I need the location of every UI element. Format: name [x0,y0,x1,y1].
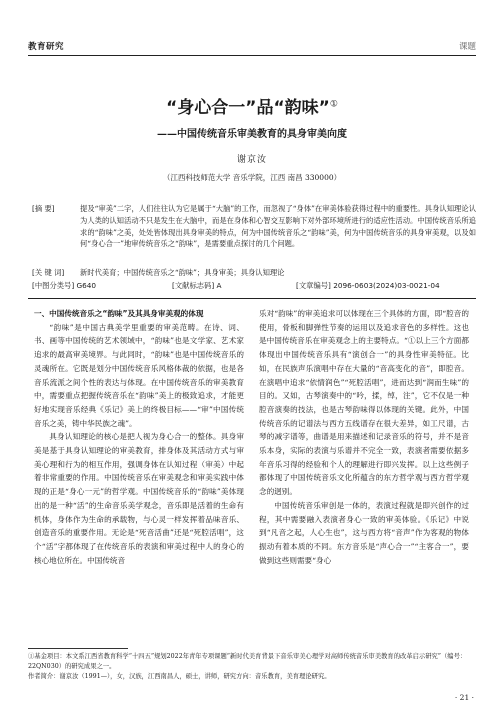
article-subtitle: ——中国传统音乐审美教育的具身审美向度 [157,129,347,140]
footnotes [28,652,476,681]
body-column-left [34,307,244,567]
paragraph: 中国传统音乐审创是一体的，表演过程就是即兴创作的过程，其中需要融入表演者身心一致的审美体验。《乐记》中说到“凡音之起，人心生也”，这与西方将“音声”作为客观的物体振动有着本质的不同。东方音乐是“声心合一”“主客合一”，要做到这些则需要“身心 [259,500,469,565]
keywords-label: [关 键 词] [32,268,65,277]
body-column-right [259,307,469,567]
clc-number: [中图分类号] G640 [32,281,97,290]
paragraph: 乐对“韵味”的审美追求可以体现在三个具体的方面，即“腔音的使用，骨板和脚弹性节奏的运用以及追求音色的多样性。这也是中国传统音乐在审美观念上的主要特点。“①以上三个方面都体现出中国传统音乐具有“演创合一”的具身性审美特征。比如，在民族声乐演唱中存在大量的“音高变化的音”，即腔音。在演唱中追求“依情润色”“死腔活唱”，进而达到“润而生味”的目的。又如，古琴演奏中的“吟，揉，绰，注”，它不仅是一种腔音演奏的技法，也是古琴韵味得以体现的关键。此外，中国传统音乐的记谱法与西方五线谱存在很大差异，如工尺谱，古琴的减字谱等，曲谱是用来描述和记录音乐的符号，并不是音乐本身，实际的表演与乐谱并不完全一致，表演者需要依据多年音乐习得的经验和个人的理解进行即兴发挥。以上这些例子都体现了中国传统音乐文化所蕴含的东方哲学观与西方哲学观念的迥别。 [259,309,469,497]
abstract-label: [摘 要] [32,204,55,213]
article-number: [文章编号] 2096-0603(2024)03-0021-04 [296,281,440,290]
footnote-rule [28,648,128,649]
title-footnote-marker: ① [329,99,338,110]
page-number: · 21 · [454,693,474,702]
funding-note: ①基金项目：本文系江西省教育科学“十四五”规划2022年青年专项课题“新时代美育背景下音乐审美心理学对高师传统音乐审美教育的改革启示研究”（编号：22QN030）的研究成果之一。 [28,653,467,670]
article-title [0,93,504,118]
section-label: 课题 [458,42,476,52]
abstract-block [32,203,476,250]
section-heading: 一、中国传统音乐之“韵味”及其具身审美观的体现 [34,309,204,318]
journal-name: 教育研究 [28,42,65,52]
header-rule [28,55,476,56]
article-title-text: “身心合一”品“韵味” [166,98,330,118]
author-name: 谢京汝 [236,155,267,165]
abstract-text: 提及“审美”二字，人们往往认为它是属于“大脑”的工作，而忽视了“身体”在审美体验获得过程中的重要性。具身认知理论认为人类的认知活动不只是发生在大脑中，而是在身体和心智交互影响下对外部环境所进行的适应性活动。中国传统音乐所追求的“韵味”之美，处处皆体现出具身审美的特点，何为中国传统音乐之“韵味”美，何为中国传统音乐的具身审美观，以及如何“身心合一”地审传统音乐之“韵味”，是需要重点探讨的几个问题。 [80,204,476,249]
author-bio: 作者简介：谢京汝（1991—），女，汉族，江西南昌人，硕士，讲师，研究方向：音乐教育，美育理论研究。 [28,672,331,680]
keywords-text: 新时代美育；中国传统音乐之“韵味”；具身审美；具身认知理论 [80,268,285,277]
paragraph: 具身认知理论的核心是把人视为身心合一的整体。具身审美是基于具身认知理论的审美教育，排身体及其活动方式与审美心理和行为的相互作用，强调身体在认知过程（审美）中起着非常重要的作用。中国传统音乐在审美观念和审美实践中体现的正是“身心一元”的哲学观。中国传统音乐的“韵味”美体现出的是一种“活”的生命音乐美学观念，音乐即是活着的生命有机体，身体作为生命的承载物，与心灵一样发挥着品味音乐、创造音乐的重要作用。无论是“死音活曲”还是“死腔活唱”，这个“活”字都体现了在传统音乐的表演和审美过程中人的身心的核心地位所在。中国传统音 [34,432,244,565]
author-affiliation: （江西科技师范大学 音乐学院，江西 南昌 330000） [162,173,342,182]
keywords-block [32,268,476,278]
document-code: [文献标志码] A [172,281,222,290]
section-divider [28,298,476,299]
paragraph: “韵味”是中国古典美学里重要的审美范畴。在诗、词、书、画等中国传统的艺术领域中，“韵味”也是文学家、艺术家追求的最高审美境界。与此同时，“韵味”也是中国传统音乐的灵魂所在。它既是划分中国传统音乐风格体裁的依据，也是各音乐流派之间个性的表达与体现。在中国传统音乐的审美教育中，需要重点把握传统音乐在“韵味”美上的极致追求，才能更好地实现音乐经典《乐记》美上的终极目标——“审”中国传统音乐之美，铸中华民族之魂”。 [34,322,244,428]
